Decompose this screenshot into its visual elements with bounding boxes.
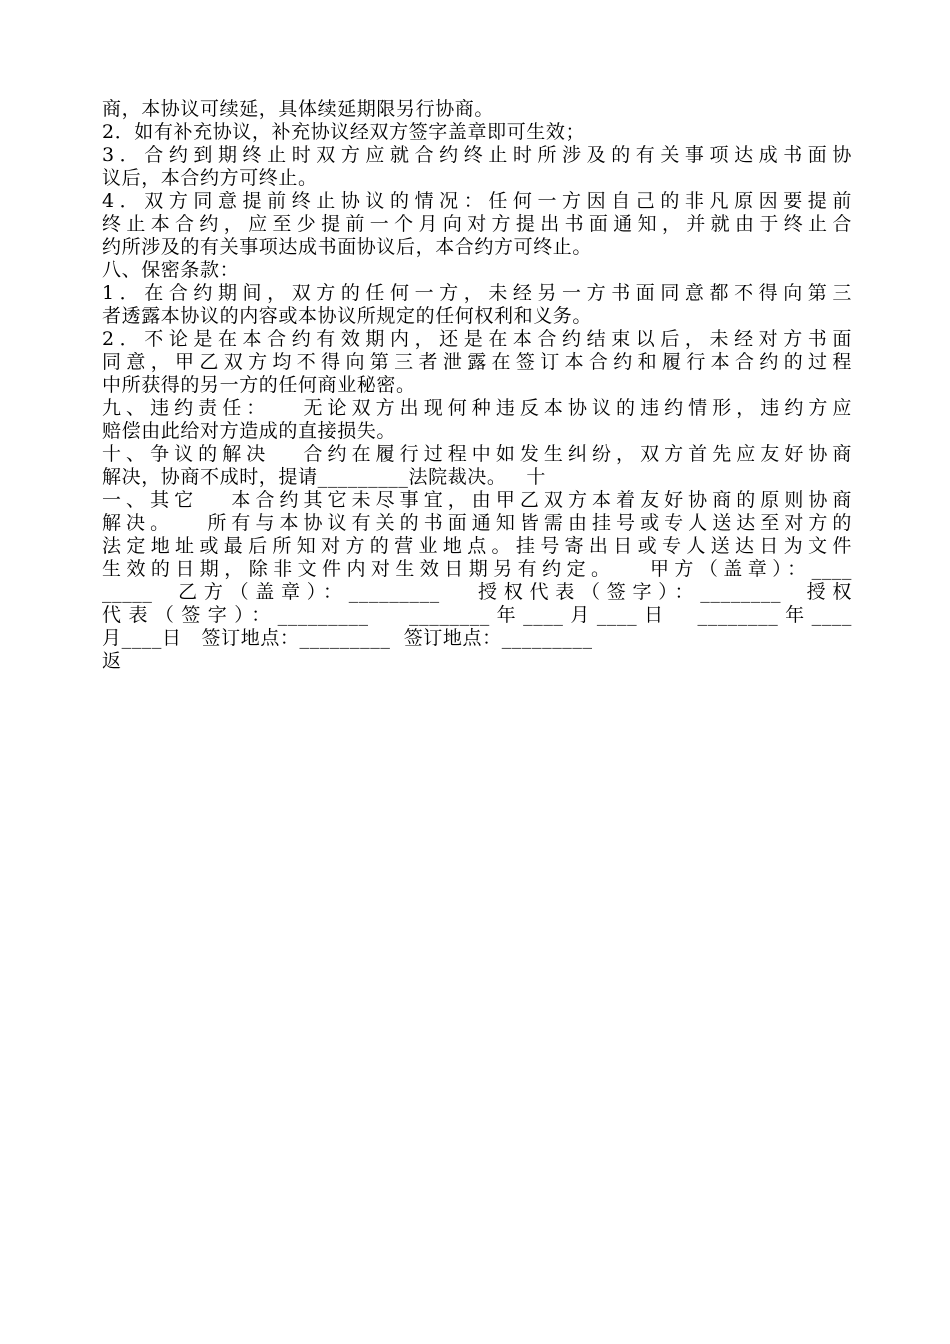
document-page — [102, 98, 852, 673]
text-line: 商，本协议可续延，具体续延期限另行协商。 — [102, 98, 495, 120]
text-line: 赔偿由此给对方造成的直接损失。 — [102, 420, 397, 442]
text-line: 议后，本合约方可终止。 — [102, 167, 318, 189]
text-line: 2．不论是在本合约有效期内，还是在本合约结束以后，未经对方书面 — [102, 328, 852, 350]
text-line: 者透露本协议的内容或本协议所规定的任何权利和义务。 — [102, 305, 593, 327]
text-line: 生效的日期，除非文件内对生效日期另有约定。 甲方（盖章）：____ — [102, 558, 852, 580]
text-line: 3．合约到期终止时双方应就合约终止时所涉及的有关事项达成书面协 — [102, 144, 852, 166]
text-line: 终止本合约，应至少提前一个月向对方提出书面通知，并就由于终止合 — [102, 213, 852, 235]
text-line: _____ 乙方（盖章）：_________ 授权代表（签字）：________ 授权 — [102, 581, 852, 603]
text-line: 中所获得的另一方的任何商业秘密。 — [102, 374, 416, 396]
text-line: 月____日 签订地点：_________ 签订地点：_________ — [102, 627, 593, 649]
text-line: 解决。 所有与本协议有关的书面通知皆需由挂号或专人送达至对方的 — [102, 512, 852, 534]
text-line: 一、其它 本合约其它未尽事宜，由甲乙双方本着友好协商的原则协商 — [102, 489, 852, 511]
text-line: 1．在合约期间，双方的任何一方，未经另一方书面同意都不得向第三 — [102, 282, 852, 304]
text-line: 4．双方同意提前终止协议的情况：任何一方因自己的非凡原因要提前 — [102, 190, 852, 212]
text-line: 返 — [102, 650, 122, 672]
text-line: 八、保密条款： — [102, 259, 240, 281]
text-line: 代表（签字）：_________ ________年____月____日 ________年____ — [102, 604, 852, 626]
text-line: 同意，甲乙双方均不得向第三者泄露在签订本合约和履行本合约的过程 — [102, 351, 852, 373]
text-line: 2．如有补充协议，补充协议经双方签字盖章即可生效； — [102, 121, 586, 143]
text-line: 约所涉及的有关事项达成书面协议后，本合约方可终止。 — [102, 236, 593, 258]
text-line: 解决，协商不成时，提请_________法院裁决。 十 — [102, 466, 547, 488]
text-line: 九、违约责任： 无论双方出现何种违反本协议的违约情形，违约方应 — [102, 397, 852, 419]
text-line: 十、争议的解决 合约在履行过程中如发生纠纷，双方首先应友好协商 — [102, 443, 852, 465]
text-line: 法定地址或最后所知对方的营业地点。挂号寄出日或专人送达日为文件 — [102, 535, 852, 557]
